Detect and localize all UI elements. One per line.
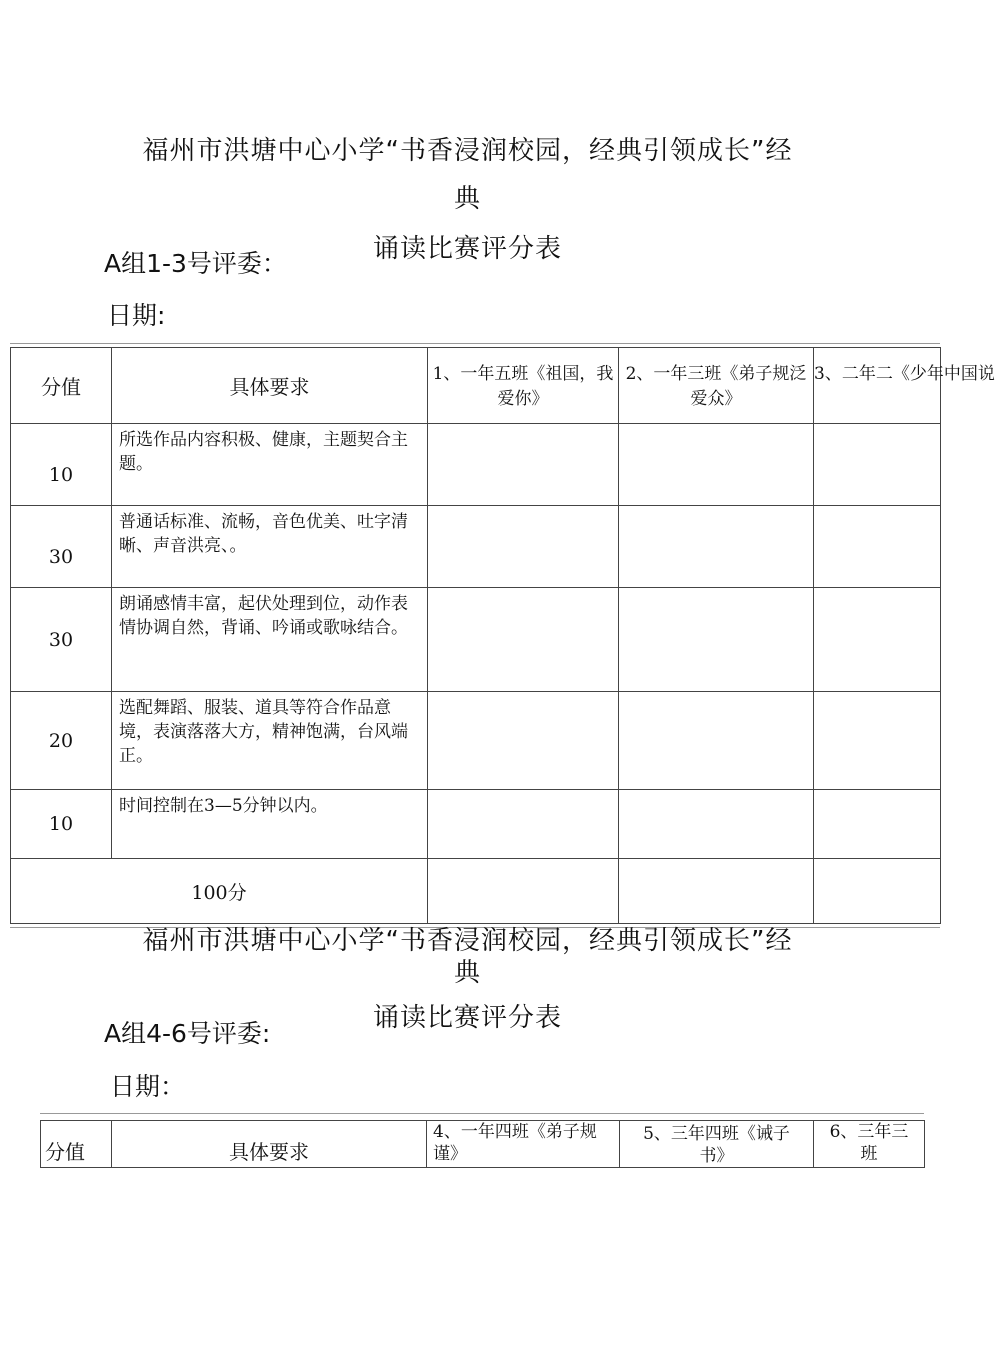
table-header-row	[41, 1121, 925, 1168]
score-cell[interactable]	[814, 588, 941, 692]
score-cell[interactable]	[428, 588, 619, 692]
score-cell[interactable]	[814, 790, 941, 859]
score-cell[interactable]	[428, 424, 619, 506]
table2-top-rule	[40, 1113, 924, 1114]
header-class-6: 6、三年三班	[814, 1121, 925, 1168]
score-cell[interactable]	[619, 692, 814, 790]
score-cell[interactable]	[428, 790, 619, 859]
score-cell[interactable]	[814, 506, 941, 588]
header-class-1: 1、一年五班《祖国，我爱你》	[428, 348, 619, 424]
row-points: 30	[11, 506, 112, 588]
score-table-2	[40, 1120, 925, 1168]
header-score: 分值	[41, 1121, 112, 1168]
score-cell[interactable]	[619, 506, 814, 588]
header-class-4: 4、一年四班《弟子规谨》	[427, 1121, 620, 1168]
table-row	[11, 790, 941, 859]
section2-title-line1: 福州市洪塘中心小学“书香浸润校园，经典引领成长”经	[142, 926, 793, 956]
row-points: 20	[11, 692, 112, 790]
score-cell[interactable]	[619, 588, 814, 692]
score-cell[interactable]	[814, 424, 941, 506]
section1-date-label: 日期:	[107, 301, 166, 330]
total-cell[interactable]	[814, 859, 941, 924]
score-cell[interactable]	[428, 692, 619, 790]
table-row	[11, 692, 941, 790]
section2-judge-label: A组4-6号评委:	[104, 1019, 271, 1048]
header-class-2: 2、一年三班《弟子规泛爱众》	[619, 348, 814, 424]
section2-title-line2: 典	[453, 958, 481, 988]
row-requirement: 普通话标准、流畅，音色优美、吐字清晰、声音洪亮、。	[112, 506, 428, 588]
row-requirement: 所选作品内容积极、健康，主题契合主题。	[112, 424, 428, 506]
table-top-rule	[10, 343, 940, 344]
section1-title-line2: 典	[453, 184, 481, 214]
header-score: 分值	[11, 348, 112, 424]
row-points: 30	[11, 588, 112, 692]
table-total-row	[11, 859, 941, 924]
section2-date-label: 日期：	[110, 1072, 186, 1101]
section2-title-line3: 诵读比赛评分表	[372, 1003, 562, 1033]
header-class-5: 5、三年四班《诫子书》	[620, 1121, 814, 1168]
total-cell[interactable]	[428, 859, 619, 924]
table-row	[11, 506, 941, 588]
section1-title-line3: 诵读比赛评分表	[372, 234, 562, 264]
header-requirements: 具体要求	[112, 348, 428, 424]
table-row	[11, 424, 941, 506]
header-class-3: 3、二年二《少年中国说	[814, 348, 941, 424]
score-table-1	[10, 347, 995, 924]
row-requirement: 朗诵感情丰富，起伏处理到位，动作表情协调自然，背诵、吟诵或歌咏结合。	[112, 588, 428, 692]
table-header-row	[11, 348, 941, 424]
score-cell[interactable]	[428, 506, 619, 588]
total-cell[interactable]	[619, 859, 814, 924]
header-requirements: 具体要求	[112, 1121, 427, 1168]
table-row	[11, 588, 941, 692]
section1-judge-label: A组1-3号评委：	[104, 249, 287, 278]
score-cell[interactable]	[619, 424, 814, 506]
row-requirement: 时间控制在3—5分钟以内。	[112, 790, 428, 859]
row-points: 10	[11, 424, 112, 506]
score-cell[interactable]	[814, 692, 941, 790]
row-requirement: 选配舞蹈、服装、道具等符合作品意境，表演落落大方，精神饱满，台风端正。	[112, 692, 428, 790]
section1-title-line1: 福州市洪塘中心小学“书香浸润校园，经典引领成长”经	[142, 136, 793, 166]
total-points: 100分	[11, 859, 428, 924]
score-cell[interactable]	[619, 790, 814, 859]
row-points: 10	[11, 790, 112, 859]
